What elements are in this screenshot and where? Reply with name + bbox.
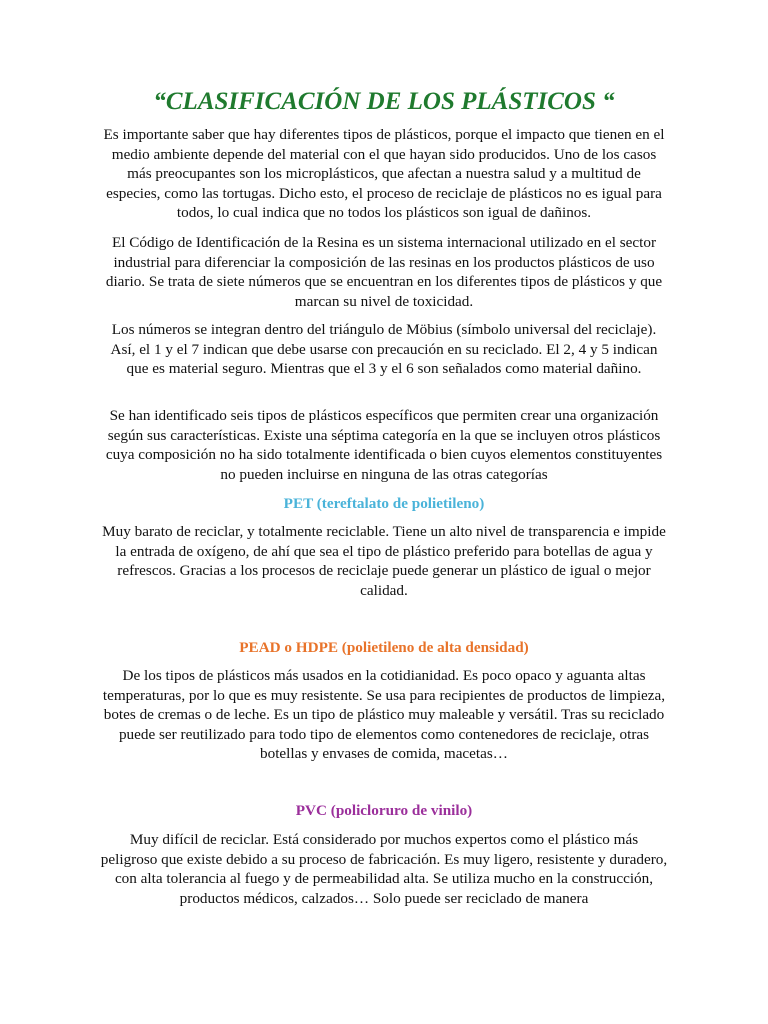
resin-code-paragraph: El Código de Identificación de la Resina es un sistema internacional utilizado en el sector industrial para diferenciar la composición de las resinas en los productos plásticos de uso diario. Se trata de siete números que se encuentran en los diferentes tipos de plásticos y que marcan su nivel de toxicidad. xyxy=(105,234,663,310)
section-heading-pead: PEAD o HDPE (polietileno de alta densidad) xyxy=(239,639,529,656)
intro-paragraph: Es importante saber que hay diferentes tipos de plásticos, porque el impacto que tienen en el medio ambiente depende del material con el que hayan sido producidos. Uno de los casos más preocupantes son los microplásticos, que afectan a nuestra salud y a multitud de especies, como las tortugas. Dicho esto, el proceso de reciclaje de plásticos no es igual para todos, lo cual indica que no todos los plásticos son igual de dañinos. xyxy=(103,126,665,222)
document-title: “CLASIFICACIÓN DE LOS PLÁSTICOS “ xyxy=(153,88,615,115)
section-text-pead: De los tipos de plásticos más usados en la cotidianidad. Es poco opaco y aguanta altas temperaturas, por lo que es muy resistente. Se usa para recipientes de productos de limpieza, botes de cremas o de leche. Es un tipo de plástico muy maleable y versátil. Tras su reciclado puede ser reutilizado para todo tipo de elementos como contenedores de reciclaje, otras botellas y envases de comida, macetas… xyxy=(102,667,666,763)
section-text-pvc: Muy difícil de reciclar. Está considerado por muchos expertos como el plástico más peligroso que existe debido a su proceso de fabricación. Es muy ligero, resistente y duradero, con alta tolerancia al fuego y de permeabilidad alta. Se utiliza mucho en la construcción, productos médicos, calzados… Solo puede ser reciclado de manera xyxy=(100,831,668,907)
section-heading-pvc: PVC (policloruro de vinilo) xyxy=(295,802,473,819)
categories-paragraph: Se han identificado seis tipos de plásticos específicos que permiten crear una organización según sus características. Existe una séptima categoría en la que se incluyen otros plásticos cuya composición no ha sido totalmente identificada o bien cuyos elementos constituyentes no pueden incluirse en ninguna de las otras categorías xyxy=(105,407,663,483)
section-text-pet: Muy barato de reciclar, y totalmente reciclable. Tiene un alto nivel de transparencia e impide la entrada de oxígeno, de ahí que sea el tipo de plástico preferido para botellas de agua y refrescos. Gracias a los procesos de reciclaje puede generar un plástico de igual o mejor calidad. xyxy=(102,523,666,599)
section-heading-pet: PET (tereftalato de polietileno) xyxy=(283,495,485,512)
mobius-paragraph: Los números se integran dentro del triángulo de Möbius (símbolo universal del reciclaje). Así, el 1 y el 7 indican que debe usarse con precaución en su reciclado. El 2, 4 y 5 indican que es material seguro. Mientras que el 3 y el 6 son señalados como material dañino. xyxy=(110,321,658,378)
